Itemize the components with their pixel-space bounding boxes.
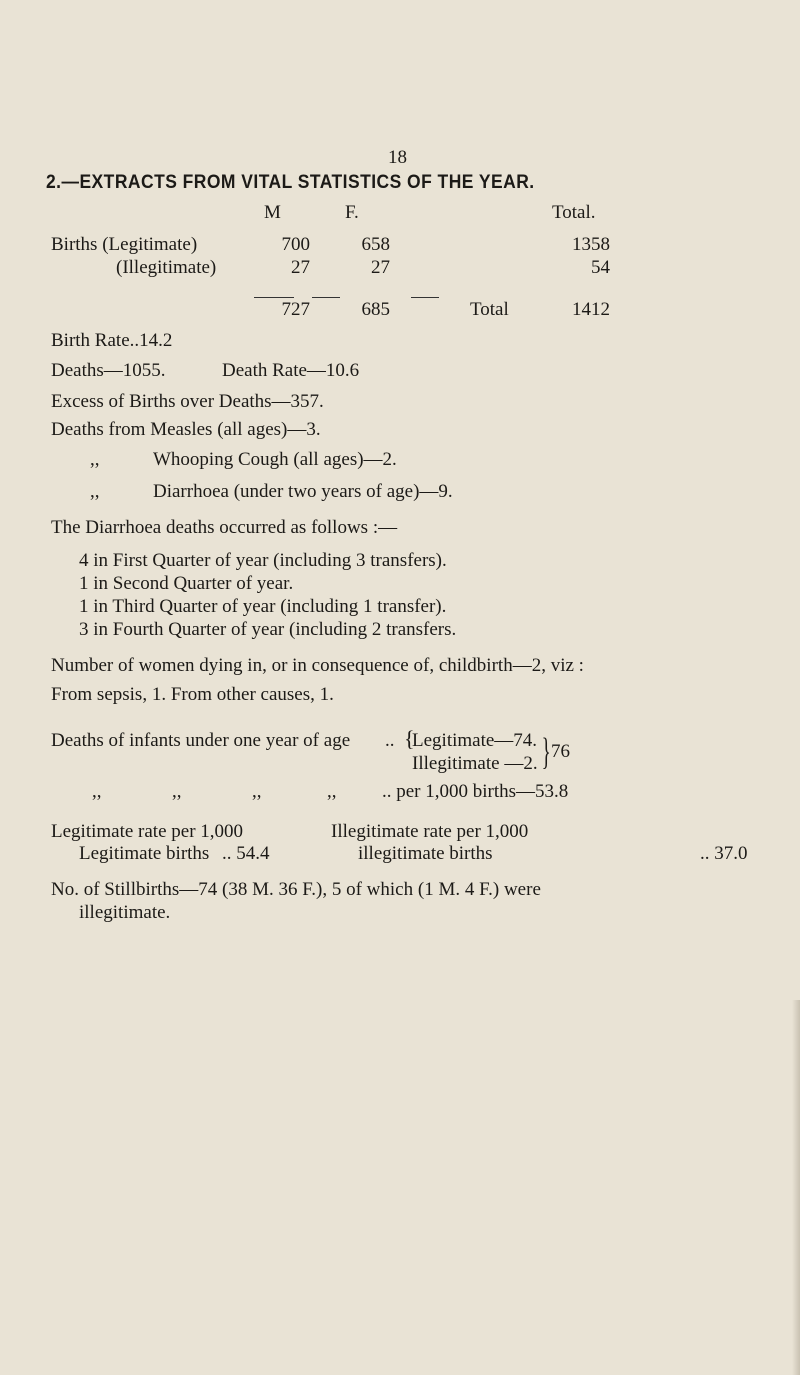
header-total: Total. — [552, 202, 596, 223]
grand-total: 1412 — [572, 299, 610, 320]
total-label: Total — [470, 299, 509, 320]
sum-rule — [254, 297, 294, 298]
measles-deaths: Deaths from Measles (all ages)—3. — [51, 419, 321, 440]
whooping-cough-deaths: Whooping Cough (all ages)—2. — [153, 449, 397, 470]
total-f: 685 — [361, 299, 390, 320]
row-label: Births (Legitimate) — [51, 234, 198, 255]
legit-rate-value: .. 54.4 — [222, 843, 270, 864]
stillbirths-line: illegitimate. — [79, 902, 171, 923]
infant-total: 76 — [551, 741, 570, 762]
sum-rule — [411, 297, 439, 298]
infant-legitimate: Legitimate—74. — [412, 730, 538, 751]
death-rate: Death Rate—10.6 — [222, 360, 360, 381]
quarter-item: 3 in Fourth Quarter of year (including 2 transfers. — [79, 619, 457, 640]
brace-right: } — [541, 731, 551, 773]
stillbirths-line: No. of Stillbirths—74 (38 M. 36 F.), 5 of which (1 M. 4 F.) were — [51, 879, 541, 900]
illegit-rate-label: Illegitimate rate per 1,000 — [331, 821, 529, 842]
ditto-mark: ,, — [327, 781, 337, 802]
legit-rate-label: Legitimate rate per 1,000 — [51, 821, 244, 842]
page-edge-shadow — [792, 1000, 800, 1375]
quarter-item: 4 in First Quarter of year (including 3 transfers). — [79, 550, 447, 571]
row-label: (Illegitimate) — [116, 257, 217, 278]
infant-rate-per-1000: .. per 1,000 births—53.8 — [382, 781, 569, 802]
deaths: Deaths—1055. — [51, 360, 166, 381]
dots: .. — [385, 730, 395, 751]
ditto-mark: ,, — [90, 449, 100, 470]
cell-f: 658 — [361, 234, 390, 255]
quarter-item: 1 in Third Quarter of year (including 1 transfer). — [79, 596, 447, 617]
sum-rule — [312, 297, 340, 298]
cell-total: 1358 — [572, 234, 610, 255]
header-m: M — [264, 202, 281, 223]
total-m: 727 — [281, 299, 310, 320]
ditto-mark: ,, — [172, 781, 182, 802]
legit-births-label: Legitimate births — [79, 843, 210, 864]
diarrhoea-deaths: Diarrhoea (under two years of age)—9. — [153, 481, 453, 502]
birth-rate: Birth Rate..14.2 — [51, 330, 173, 351]
excess-births: Excess of Births over Deaths—357. — [51, 391, 324, 412]
page-number: 18 — [388, 147, 407, 168]
ditto-mark: ,, — [92, 781, 102, 802]
cell-m: 700 — [281, 234, 310, 255]
cell-m: 27 — [291, 257, 310, 278]
childbirth-line: From sepsis, 1. From other causes, 1. — [51, 684, 334, 705]
infant-illegitimate: Illegitimate —2. — [412, 753, 538, 774]
ditto-mark: ,, — [90, 481, 100, 502]
ditto-mark: ,, — [252, 781, 262, 802]
illegit-rate-value: .. 37.0 — [700, 843, 748, 864]
cell-total: 54 — [591, 257, 610, 278]
illegit-births-label: illegitimate births — [358, 843, 493, 864]
brace-left: { — [404, 726, 415, 751]
infant-deaths-label: Deaths of infants under one year of age — [51, 730, 351, 751]
childbirth-line: Number of women dying in, or in consequence of, childbirth—2, viz : — [51, 655, 584, 676]
header-f: F. — [345, 202, 359, 223]
quarter-item: 1 in Second Quarter of year. — [79, 573, 294, 594]
diarrhoea-intro: The Diarrhoea deaths occurred as follows :— — [51, 517, 398, 538]
cell-f: 27 — [371, 257, 390, 278]
page-title: 2.—EXTRACTS FROM VITAL STATISTICS OF THE YEAR. — [46, 172, 535, 193]
